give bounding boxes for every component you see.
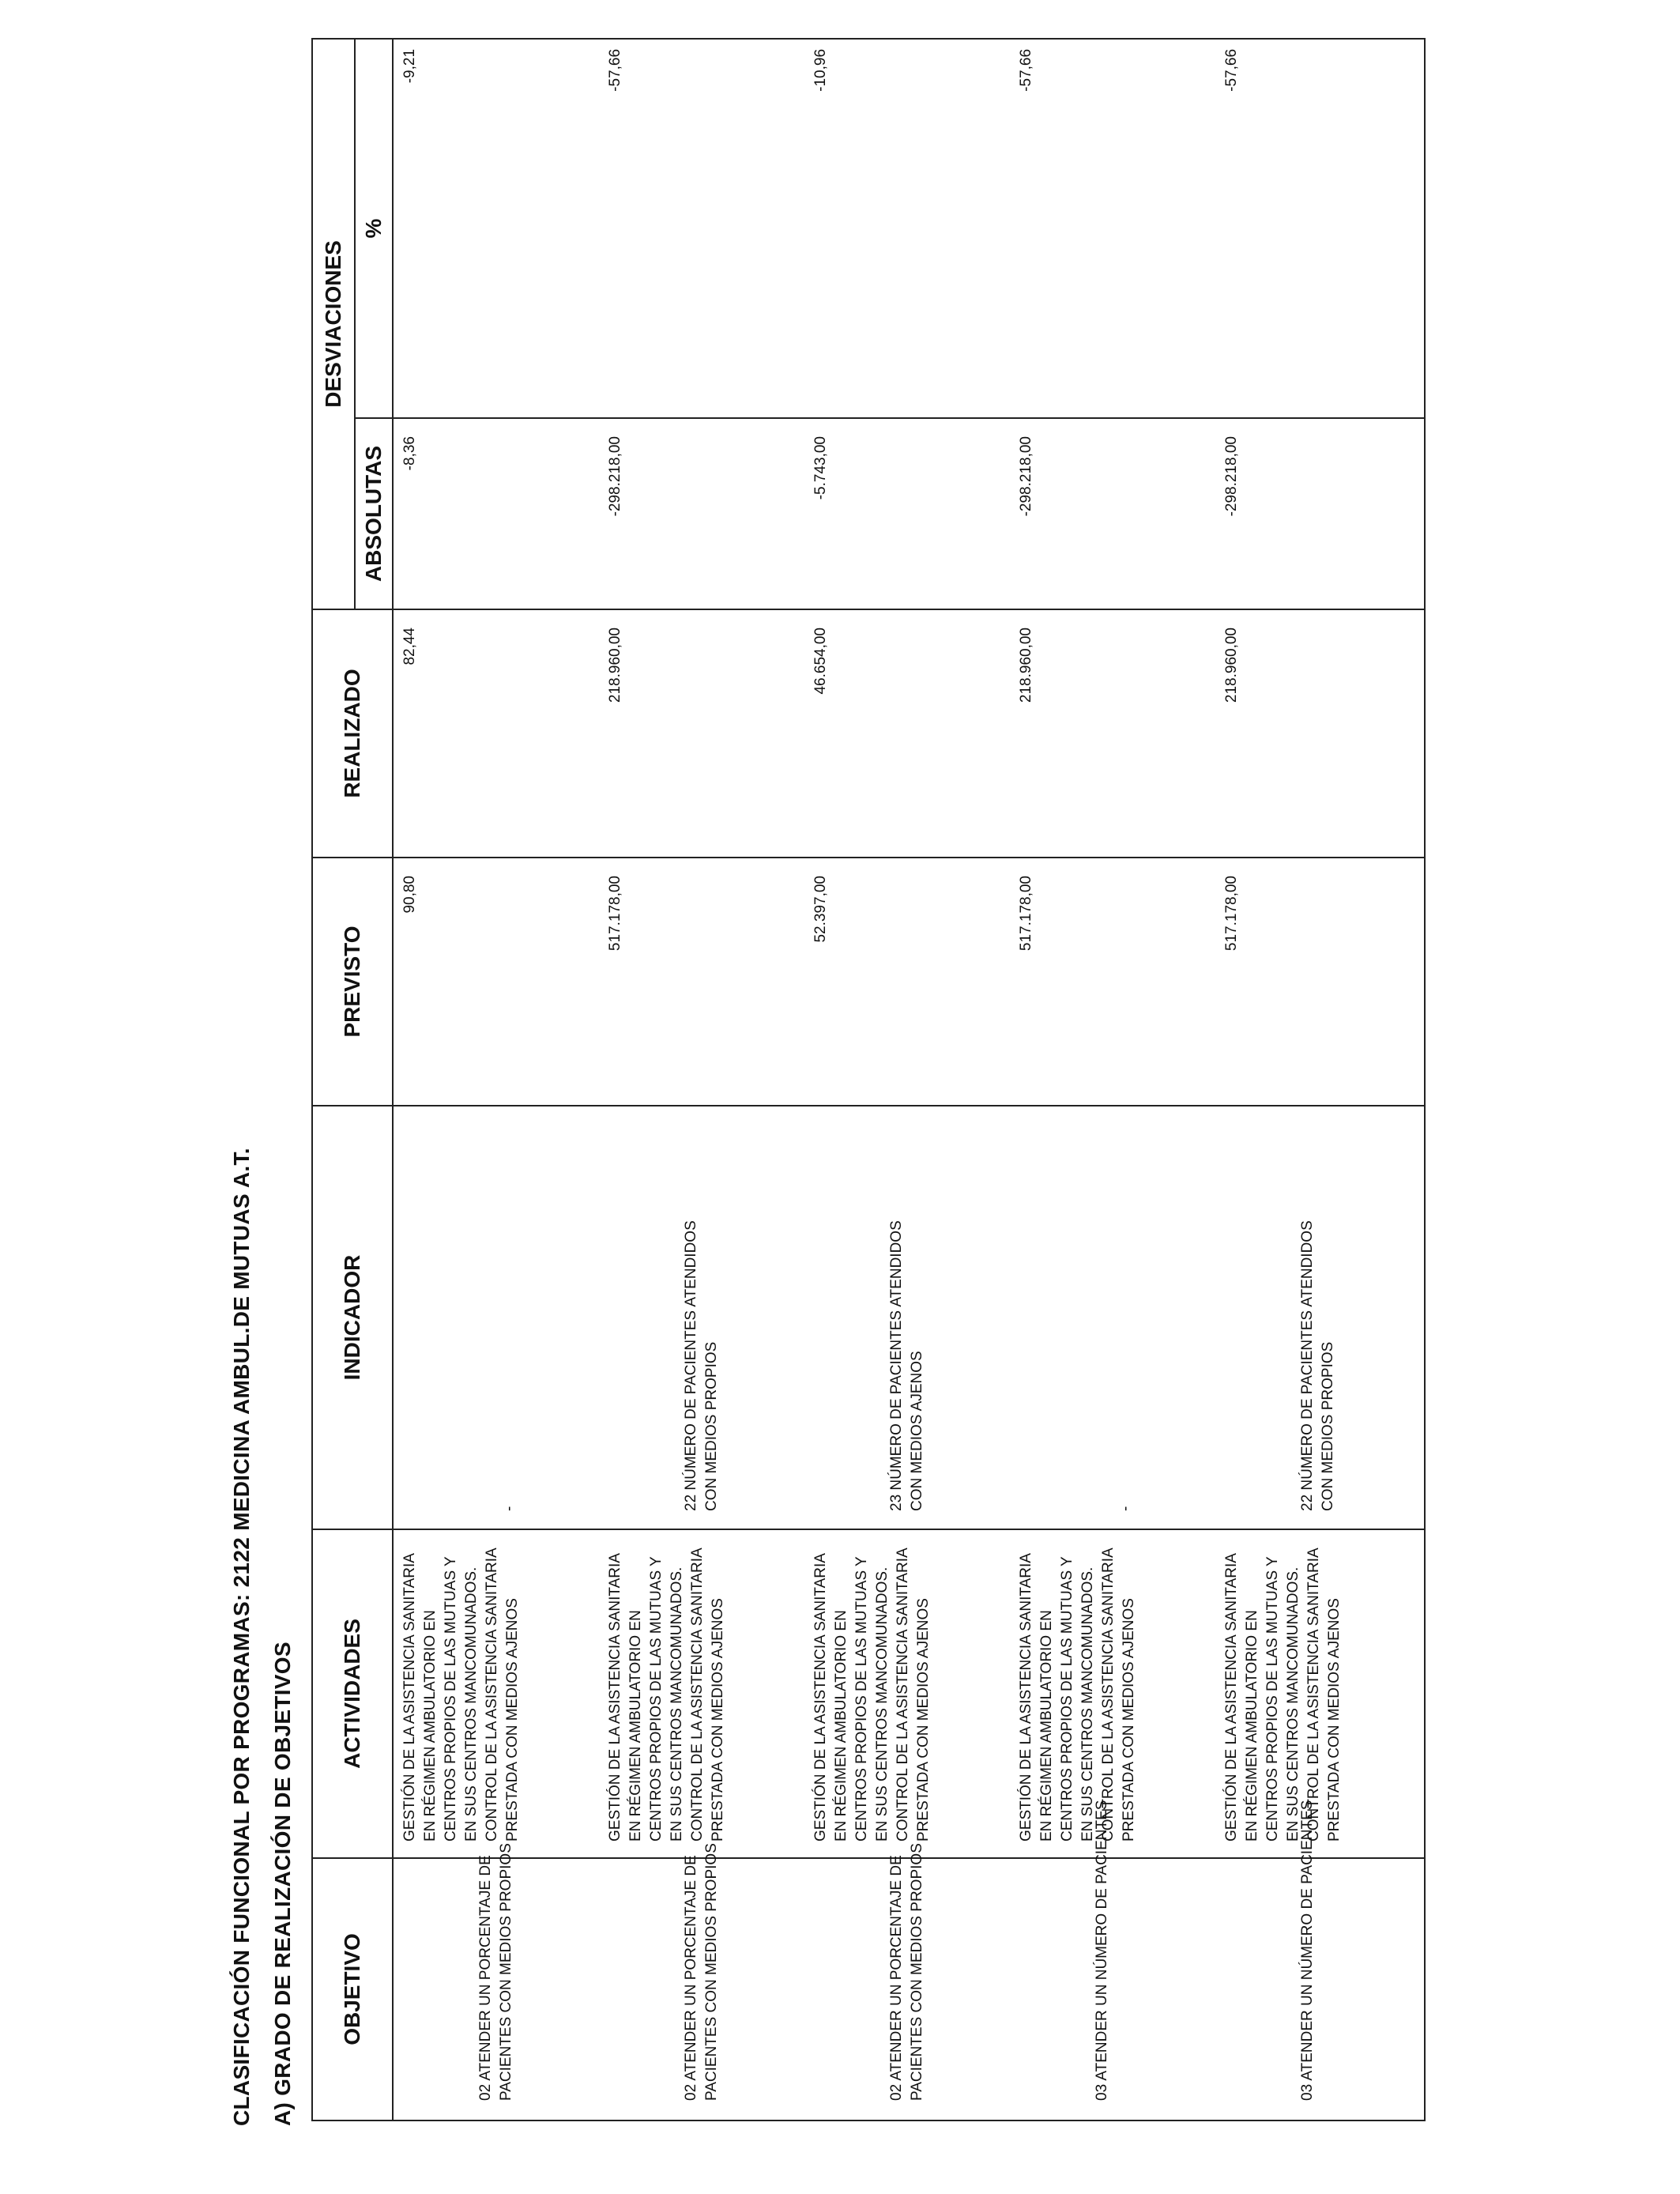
header-desviaciones: DESVIACIONES [312,39,355,609]
previsto-value: 517.178,00 [1223,876,1240,952]
header-porcentaje: % [355,39,393,418]
actividades-entry: GESTIÓN DE LA ASISTENCIA SANITARIA EN RÉGIMEN AMBULATORIO EN CENTROS PROPIOS DE LAS MUTUAS Y EN SUS CENTROS MANCOMUNADOS. CONTROL DE LA ASISTENCIA SANITARIA PRESTADA CON MEDIOS AJENOS [1018,1547,1137,1842]
porcentaje-value: -57,66 [1223,48,1240,92]
realizado-value: 218.960,00 [1223,628,1240,703]
header-objetivo: OBJETIVO [312,1858,393,2120]
previsto-value: 52.397,00 [812,876,829,943]
indicador-entry: 23 NÚMERO DE PACIENTES ATENDIDOS CON MEDIOS AJENOS [888,1220,925,1511]
porcentaje-value: -57,66 [607,48,623,92]
previsto-value: 517.178,00 [607,876,623,952]
rotated-page [229,0,1680,2126]
absolutas-value: -298.218,00 [1018,436,1034,517]
header-realizado: REALIZADO [312,609,393,858]
header-indicador: INDICADOR [312,1106,393,1529]
col-absolutas [393,418,1425,609]
indicador-entry: 22 NÚMERO DE PACIENTES ATENDIDOS CON MEDIOS PROPIOS [1299,1220,1336,1511]
col-realizado [393,609,1425,858]
actividades-entry: GESTIÓN DE LA ASISTENCIA SANITARIA EN RÉGIMEN AMBULATORIO EN CENTROS PROPIOS DE LAS MUTUAS Y EN SUS CENTROS MANCOMUNADOS. CONTROL DE LA ASISTENCIA SANITARIA PRESTADA CON MEDIOS AJENOS [401,1547,521,1842]
objetivo-entry: 02 ATENDER UN PORCENTAJE DE PACIENTES CON MEDIOS PROPIOS [477,1843,514,2101]
porcentaje-value: -57,66 [1018,48,1034,92]
objetivo-entry: 03 ATENDER UN NÚMERO DE PACIENTES [1299,1800,1316,2101]
absolutas-value: -298.218,00 [1223,436,1240,517]
indicador-entry: - [501,1506,518,1511]
absolutas-value: -5.743,00 [812,436,829,500]
absolutas-value: -298.218,00 [607,436,623,517]
absolutas-value: -8,36 [401,436,418,471]
realizado-value: 82,44 [401,628,418,665]
realizado-value: 218.960,00 [607,628,623,703]
objetivo-entry: 02 ATENDER UN PORCENTAJE DE PACIENTES CON MEDIOS PROPIOS [683,1843,720,2101]
col-previsto [393,858,1425,1106]
page-title: CLASIFICACIÓN FUNCIONAL POR PROGRAMAS: 2122 MEDICINA AMBUL.DE MUTUAS A.T. [229,1148,254,2126]
actividades-entry: GESTIÓN DE LA ASISTENCIA SANITARIA EN RÉGIMEN AMBULATORIO EN CENTROS PROPIOS DE LAS MUTUAS Y EN SUS CENTROS MANCOMUNADOS. CONTROL DE LA ASISTENCIA SANITARIA PRESTADA CON MEDIOS AJENOS [812,1547,932,1842]
previsto-value: 517.178,00 [1018,876,1034,952]
header-absolutas: ABSOLUTAS [355,418,393,609]
col-indicador [393,1106,1425,1529]
realizado-value: 46.654,00 [812,628,829,695]
objetivo-entry: 02 ATENDER UN PORCENTAJE DE PACIENTES CON MEDIOS PROPIOS [888,1843,925,2101]
indicador-entry: - [1117,1506,1134,1511]
indicador-entry: 22 NÚMERO DE PACIENTES ATENDIDOS CON MEDIOS PROPIOS [683,1220,720,1511]
header-previsto: PREVISTO [312,858,393,1106]
col-porcentaje [393,39,1425,418]
previsto-value: 90,80 [401,876,418,914]
actividades-entry: GESTIÓN DE LA ASISTENCIA SANITARIA EN RÉGIMEN AMBULATORIO EN CENTROS PROPIOS DE LAS MUTUAS Y EN SUS CENTROS MANCOMUNADOS. CONTROL DE LA ASISTENCIA SANITARIA PRESTADA CON MEDIOS AJENOS [1223,1547,1343,1842]
col-objetivo [393,1800,1425,2120]
objetivo-entry: 03 ATENDER UN NÚMERO DE PACIENTES [1094,1800,1110,2101]
objectives-table [311,38,1426,2121]
header-actividades: ACTIVIDADES [312,1529,393,1858]
porcentaje-value: -9,21 [401,48,418,84]
realizado-value: 218.960,00 [1018,628,1034,703]
section-subtitle: A) GRADO DE REALIZACIÓN DE OBJETIVOS [270,1642,295,2126]
actividades-entry: GESTIÓN DE LA ASISTENCIA SANITARIA EN RÉGIMEN AMBULATORIO EN CENTROS PROPIOS DE LAS MUTUAS Y EN SUS CENTROS MANCOMUNADOS. CONTROL DE LA ASISTENCIA SANITARIA PRESTADA CON MEDIOS AJENOS [607,1547,726,1842]
col-actividades [393,1529,1425,1858]
porcentaje-value: -10,96 [812,48,829,92]
